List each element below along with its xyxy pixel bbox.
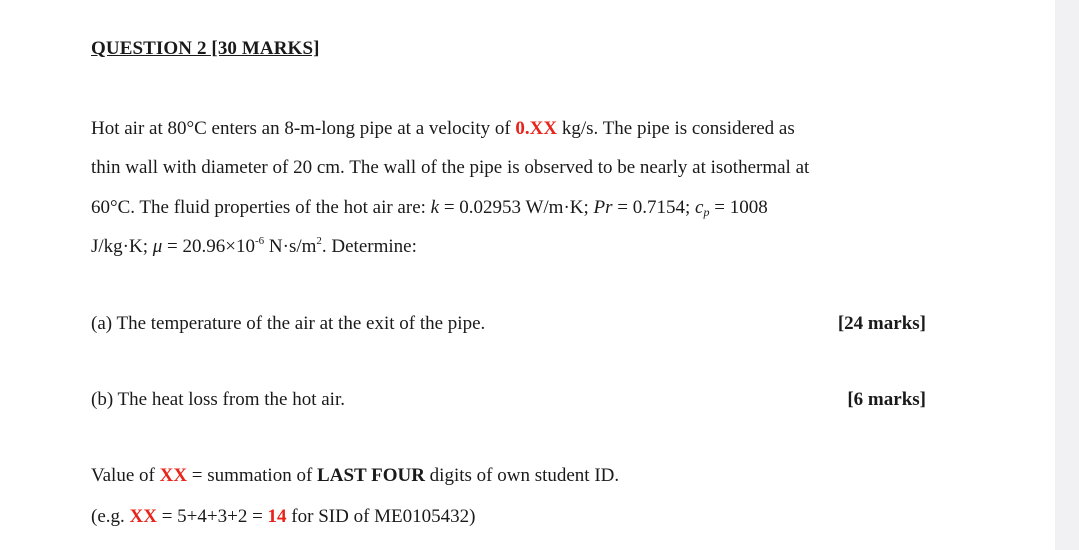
text: = 5+4+3+2 = (156, 506, 268, 527)
symbol-cp: c (695, 197, 704, 218)
text: 60°C. The fluid properties of the hot air are: (91, 197, 431, 218)
note-line-1 (91, 465, 619, 487)
text: Hot air at 80°C enters an 8-m-long pipe at a velocity of (91, 118, 516, 139)
note-line-2 (91, 506, 475, 528)
example-sum: 14 (267, 506, 287, 527)
text: = 0.02953 W/m·K; (439, 197, 594, 218)
problem-line-4 (91, 236, 926, 258)
text: . Determine: (321, 236, 417, 257)
xx-placeholder: XX (159, 465, 188, 486)
text: for SID of ME0105432) (286, 506, 476, 527)
problem-line-3 (91, 197, 926, 219)
problem-line-2: thin wall with diameter of 20 cm. The wall of the pipe is observed to be nearly at isothermal at (91, 157, 810, 178)
text: J/kg·K; (91, 236, 153, 257)
text: = 20.96×10 (162, 236, 255, 257)
part-b-text: (b) The heat loss from the hot air. (91, 389, 345, 410)
subscript-p: p (703, 205, 710, 219)
text: = 1008 (709, 197, 768, 218)
symbol-pr: Pr (593, 197, 613, 218)
exponent: 2 (316, 235, 322, 247)
question-heading: QUESTION 2 [30 MARKS] (91, 38, 320, 59)
symbol-mu: μ (152, 236, 163, 257)
text: N·s/m (264, 236, 317, 257)
part-a (91, 313, 926, 335)
part-a-marks: [24 marks] (837, 313, 926, 334)
part-b (91, 389, 926, 411)
symbol-k: k (430, 197, 440, 218)
emphasis: LAST FOUR (317, 465, 425, 486)
exponent: -6 (254, 235, 265, 247)
xx-placeholder: XX (129, 506, 157, 527)
problem-line-1 (91, 118, 926, 140)
part-b-marks: [6 marks] (847, 389, 926, 410)
text: digits of own student ID. (424, 465, 620, 486)
text: = summation of (187, 465, 318, 486)
flow-rate-placeholder: 0.XX (515, 118, 558, 139)
text: = 0.7154; (612, 197, 696, 218)
text: kg/s. The pipe is considered as (557, 118, 795, 139)
part-a-text: (a) The temperature of the air at the exit of the pipe. (91, 313, 486, 334)
text: Value of (91, 465, 160, 486)
text: (e.g. (91, 506, 130, 527)
scroll-margin (1055, 0, 1079, 550)
